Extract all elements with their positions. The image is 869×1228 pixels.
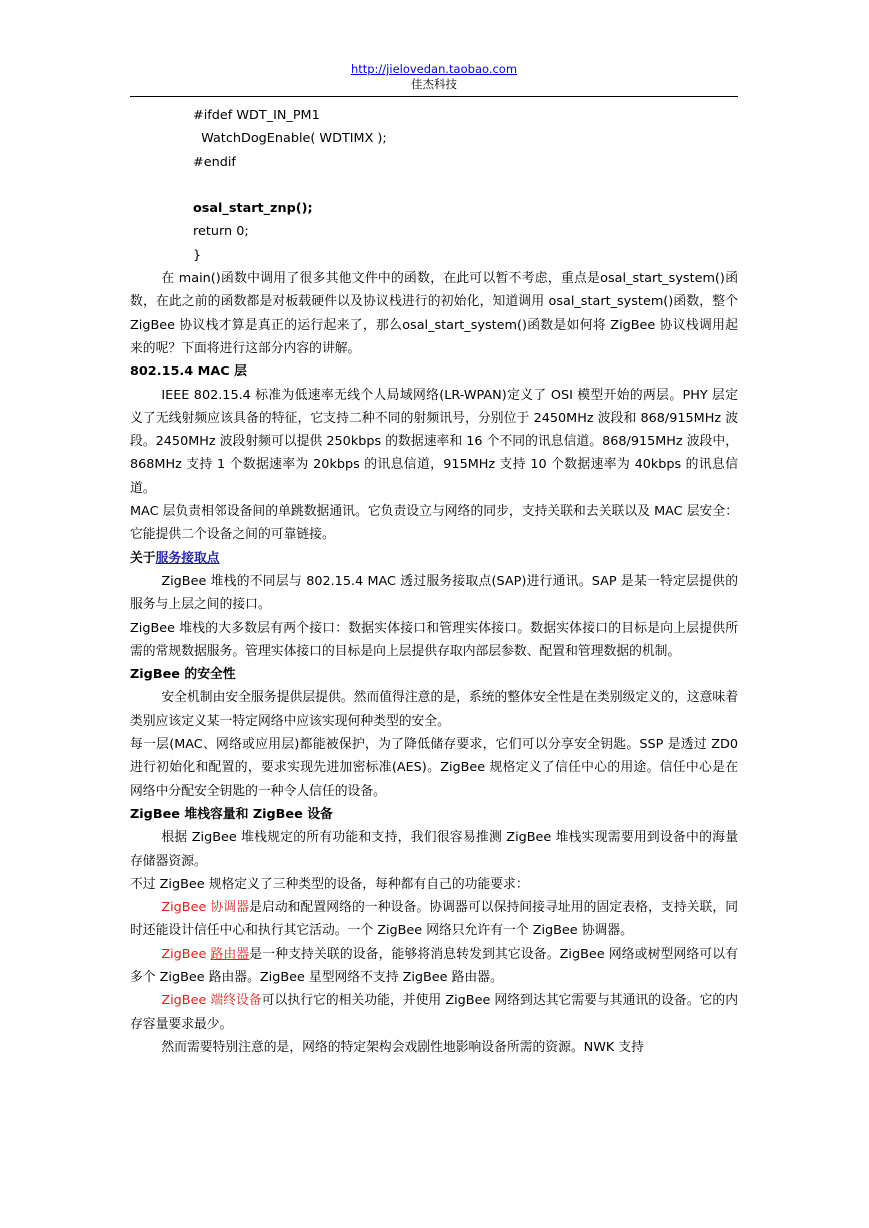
paragraph: 不过 ZigBee 规格定义了三种类型的设备，每种都有自己的功能要求：	[130, 876, 529, 892]
header-company: 佳杰科技	[411, 77, 457, 91]
section-heading-sap	[130, 547, 738, 570]
code-line: return 0;	[193, 224, 249, 240]
zigbee-label: ZigBee	[161, 993, 211, 1009]
paragraph: 然而需要特别注意的是，网络的特定架构会戏剧性地影响设备所需的资源。NWK 支持	[161, 1039, 644, 1055]
header-divider	[130, 96, 738, 97]
code-line: #endif	[193, 154, 236, 170]
coordinator-paragraph	[130, 896, 738, 943]
paragraph: IEEE 802.15.4 标准为低速率无线个人局域网络(LR-WPAN)定义了 OSI 模型开始的两层。PHY 层定义了无线射频应该具备的特征，它支持二种不同的射频讯号，分别位于 2450MHz 波段和 868/915MHz 波段。2450MHz 波段射频可以提供 250kbps 的数据速率和 16 个不同的讯息信道。868/915MHz 波段中，868MHz 支持 1 个数据速率为 20kbps 的讯息信道，915MHz 支持 10 个数据速率为 40kbps 的讯息信道。	[130, 387, 738, 496]
router-term-link[interactable]: 路由器	[210, 946, 250, 962]
page-header	[130, 62, 738, 92]
section-heading-security: ZigBee 的安全性	[130, 667, 236, 683]
header-url-link[interactable]: http://jielovedan.taobao.com	[350, 62, 518, 76]
paragraph: ZigBee 堆栈的大多数层有两个接口：数据实体接口和管理实体接口。数据实体接口的目标是向上层提供所需的常规数据服务。管理实体接口的目标是向上层提供存取内部层参数、配置和管理数据的机制。	[130, 620, 738, 659]
zigbee-label: ZigBee	[161, 900, 211, 916]
router-text: 是一种支持关联的设备，能够将消息转发到其它设备。ZigBee 网络或树型网络可以有多个 ZigBee 路由器。ZigBee 星型网络不支持 ZigBee 路由器。	[130, 946, 738, 985]
sap-heading-link[interactable]: 服务接取点	[155, 550, 220, 566]
zigbee-label: ZigBee	[161, 946, 211, 962]
end-device-paragraph	[130, 989, 738, 1036]
end-device-term: 端终设备	[210, 993, 262, 1009]
paragraph: 根据 ZigBee 堆栈规定的所有功能和支持，我们很容易推测 ZigBee 堆栈实现需要用到设备中的海量存储器资源。	[130, 830, 738, 869]
paragraph: ZigBee 堆栈的不同层与 802.15.4 MAC 透过服务接取点(SAP)进行通讯。SAP 是某一特定层提供的服务与上层之间的接口。	[130, 573, 738, 613]
document-body	[130, 104, 738, 1059]
section-heading-mac: 802.15.4 MAC 层	[130, 364, 247, 380]
paragraph: 每一层(MAC、网络或应用层)都能被保护，为了降低储存要求，它们可以分享安全钥匙。SSP 是透过 ZD0 进行初始化和配置的，要求实现先进加密标准(AES)。ZigBee 规格定义了信任中心的用途。信任中心是在网络中分配安全钥匙的一种令人信任的设备。	[130, 737, 738, 799]
paragraph: 安全机制由安全服务提供层提供。然而值得注意的是，系统的整体安全性是在类别级定义的，这意味着类别应该定义某一特定网络中应该实现何种类型的安全。	[130, 690, 738, 729]
end-device-text: 可以执行它的相关功能，并使用 ZigBee 网络到达其它需要与其通讯的设备。它的内存容量要求最少。	[130, 993, 739, 1032]
code-line: #ifdef WDT_IN_PM1	[193, 108, 320, 123]
intro-paragraph: 在 main()函数中调用了很多其他文件中的函数，在此可以暂不考虑，重点是osal_start_system()函数，在此之前的函数都是对板载硬件以及协议栈进行的初始化，知道调用 osal_start_system()函数，整个 ZigBee 协议栈才算是真正的运行起来了，那么osal_start_system()函数是如何将 ZigBee 协议栈调用起来的呢？下面将进行这部分内容的讲解。	[130, 271, 738, 356]
code-block	[130, 104, 738, 267]
coordinator-term: 协调器	[210, 900, 250, 916]
section-heading-capacity: ZigBee 堆栈容量和 ZigBee 设备	[130, 806, 333, 822]
code-line: }	[193, 247, 202, 263]
router-paragraph	[130, 943, 738, 990]
code-line: WatchDogEnable( WDTIMX );	[193, 131, 387, 147]
code-line: osal_start_znp();	[193, 201, 313, 217]
heading-prefix: 关于	[130, 550, 156, 566]
coordinator-text: 是启动和配置网络的一种设备。协调器可以保持间接寻址用的固定表格，支持关联，同时还能设计信任中心和执行其它活动。一个 ZigBee 网络只允许有一个 ZigBee 协调器。	[130, 900, 738, 939]
paragraph: MAC 层负责相邻设备间的单跳数据通讯。它负责设立与网络的同步，支持关联和去关联以及 MAC 层安全：它能提供二个设备之间的可靠链接。	[130, 504, 738, 543]
